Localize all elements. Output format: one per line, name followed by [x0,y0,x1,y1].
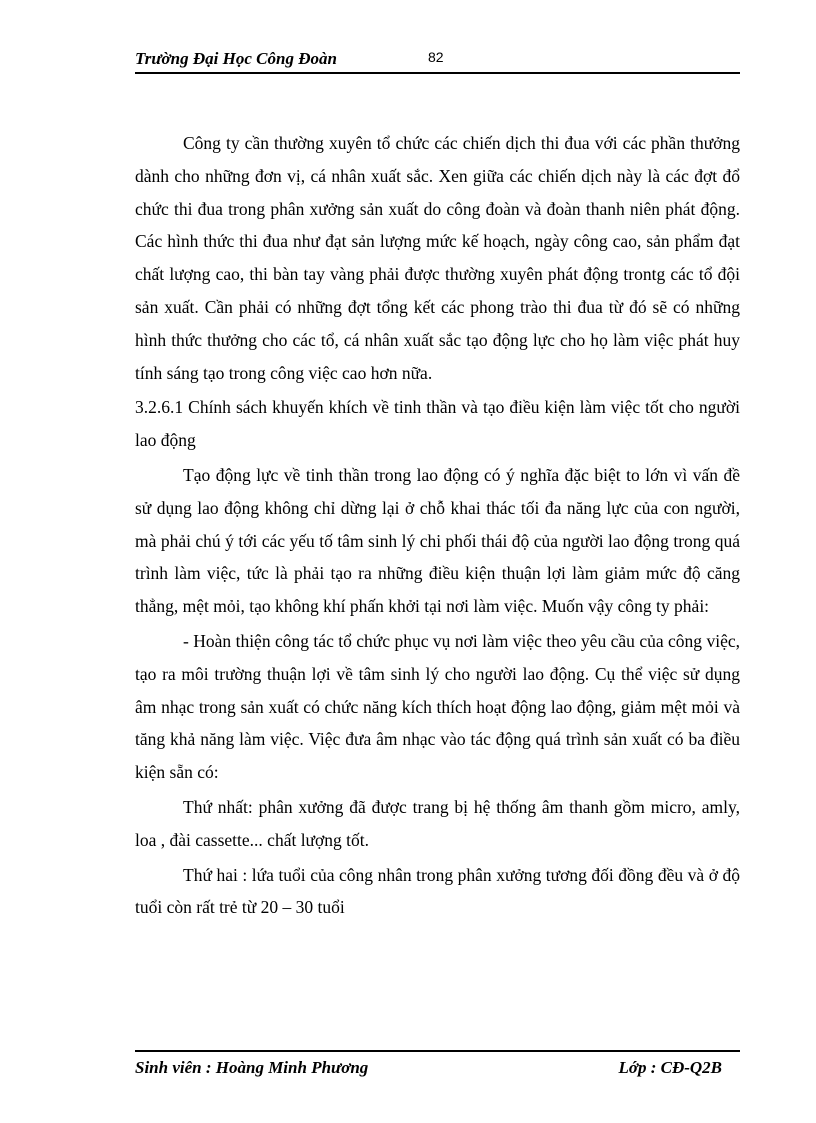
footer-class-code: Lớp : CĐ-Q2B [618,1058,722,1077]
paragraph-workplace-improvement: - Hoàn thiện công tác tổ chức phục vụ nơi làm việc theo yêu cầu của công việc, tạo ra môi trường thuận lợi về tâm sinh lý cho người lao động. Cụ thể việc sử dụng âm nhạc trong sản xuất có chức năng kích thích hoạt động lao động, giảm mệt mỏi và tăng khả năng làm việc. Việc đưa âm nhạc vào tác động quá trình sản xuất có ba điều kiện sẵn có: [135,630,740,783]
header-school-name: Trường Đại Học Công Đoàn [135,49,337,68]
paragraph-first-condition: Thứ nhất: phân xưởng đã được trang bị hệ thống âm thanh gồm micro, amly, loa , đài cassette... chất lượng tốt. [135,796,740,850]
page-header [135,46,740,74]
paragraph-spiritual-motivation: Tạo động lực về tinh thần trong lao động có ý nghĩa đặc biệt to lớn vì vấn đề sử dụng lao động không chỉ dừng lại ở chỗ khai thác tối đa năng lực của con người, mà phải chú ý tới các yếu tố tâm sinh lý chi phối thái độ của người lao động trong quá trình làm việc, tức là phải tạo ra những điều kiện thuận lợi làm giảm mức độ căng thẳng, mệt mỏi, tạo không khí phấn khởi tại nơi làm việc. Muốn vậy công ty phải: [135,464,740,617]
section-heading-3-2-6-1: 3.2.6.1 Chính sách khuyến khích về tinh thần và tạo điều kiện làm việc tốt cho người lao động [135,397,740,451]
page-footer [135,1050,740,1082]
footer-student-name: Sinh viên : Hoàng Minh Phương [135,1058,369,1077]
document-body [135,127,740,926]
paragraph-second-condition: Thứ hai : lứa tuổi của công nhân trong phân xưởng tương đối đồng đều và ở độ tuổi còn rất trẻ từ 20 – 30 tuổi [135,864,740,918]
paragraph-competition: Công ty cần thường xuyên tổ chức các chiến dịch thi đua với các phần thưởng dành cho những đơn vị, cá nhân xuất sắc. Xen giữa các chiến dịch này là các đợt đổ chức thi đua trong phân xưởng sản xuất do công đoàn và đoàn thanh niên phát động. Các hình thức thi đua như đạt sản lượng mức kế hoạch, ngày công cao, sản phẩm đạt chất lượng cao, thi bàn tay vàng phải được thường xuyên phát động trontg các tổ đội sản xuất. Cần phải có những đợt tổng kết các phong trào thi đua từ đó sẽ có những hình thức thưởng cho các tổ, cá nhân xuất sắc tạo động lực cho họ làm việc phát huy tính sáng tạo trong công việc cao hơn nữa. [135,133,740,383]
page-number: 82 [428,49,444,65]
